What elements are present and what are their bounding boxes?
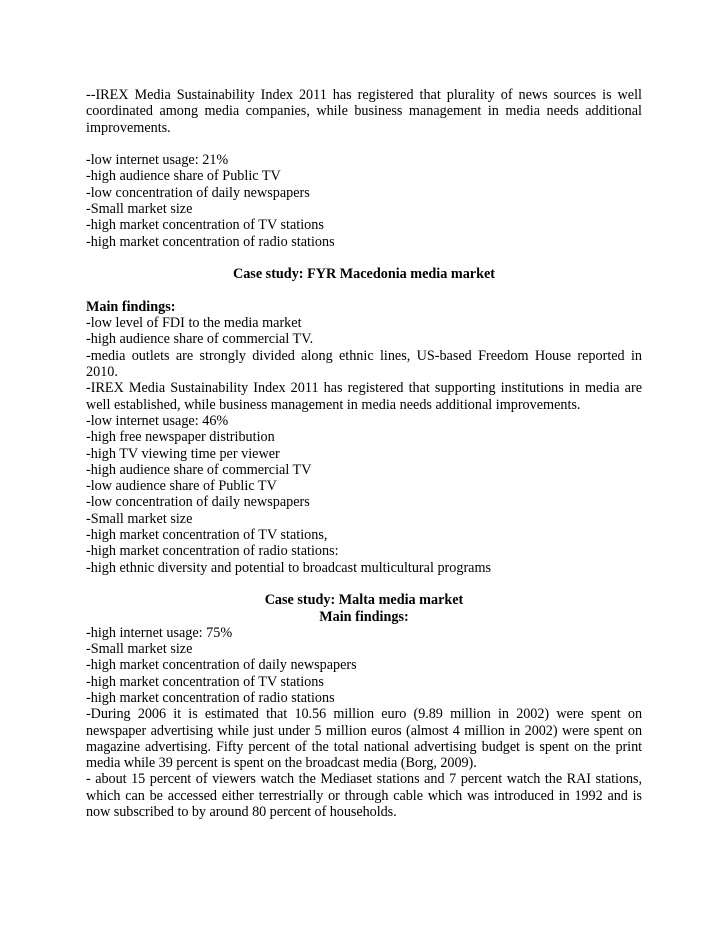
irex-macedonia-paragraph: -IREX Media Sustainability Index 2011 has registered that supporting institutions in media are well established, while business management in media needs additional improvements. <box>86 380 642 413</box>
list-item: -Small market size <box>86 510 193 527</box>
list-item: -high ethnic diversity and potential to broadcast multicultural programs <box>86 559 492 576</box>
list-item: -Small market size <box>86 641 193 658</box>
list-item: -low concentration of daily newspapers <box>86 494 310 511</box>
spacer <box>86 136 642 152</box>
list-item: -high market concentration of TV stations <box>86 673 324 690</box>
list-item: -low audience share of Public TV <box>86 478 277 495</box>
list-item: -high audience share of Public TV <box>86 168 281 185</box>
list-item: -high market concentration of TV stations <box>86 217 324 234</box>
malta-heading: Case study: Malta media market <box>264 592 464 609</box>
spacer <box>86 576 642 592</box>
spacer <box>86 283 642 299</box>
list-item: -low concentration of daily newspapers <box>86 184 310 201</box>
list-item: -high audience share of commercial TV. <box>86 331 314 348</box>
spacer <box>86 250 642 266</box>
list-item: -high market concentration of daily newspapers <box>86 657 357 674</box>
list-item: -high TV viewing time per viewer <box>86 445 280 462</box>
irex-paragraph: --IREX Media Sustainability Index 2011 has registered that plurality of news sources is well coordinated among media companies, while business management in media needs additional improvements. <box>86 87 642 136</box>
list-item: -low internet usage: 46% <box>86 412 229 429</box>
main-findings-label: Main findings: <box>319 608 409 625</box>
list-item: -high market concentration of TV stations, <box>86 527 328 544</box>
list-item: -high market concentration of radio stations <box>86 233 335 250</box>
list-item: -high free newspaper distribution <box>86 429 275 446</box>
macedonia-heading: Case study: FYR Macedonia media market <box>232 266 496 283</box>
advertising-paragraph: -During 2006 it is estimated that 10.56 million euro (9.89 million in 2002) were spent on newspaper advertising while just under 5 million euros (almost 4 million in 2002) were spent on magazine advertising. Fifty percent of the total national advertising budget is spent on the print media while 39 percent is spent on the broadcast media (Borg, 2009). <box>86 706 642 772</box>
list-item: -high internet usage: 75% <box>86 624 233 641</box>
list-item: -Small market size <box>86 201 193 218</box>
viewers-paragraph: - about 15 percent of viewers watch the Mediaset stations and 7 percent watch the RAI stations, which can be accessed either terrestrially or through cable which was introduced in 1992 and is now subscribed to by around 80 percent of households. <box>86 771 642 821</box>
list-item: -low level of FDI to the media market <box>86 315 302 332</box>
list-item: -high audience share of commercial TV <box>86 461 312 478</box>
document-page <box>86 87 642 820</box>
freedom-house-paragraph: -media outlets are strongly divided along ethnic lines, US-based Freedom House reported in 2010. <box>86 347 642 381</box>
list-item: -high market concentration of radio stations <box>86 689 335 706</box>
list-item: -low internet usage: 21% <box>86 152 229 169</box>
list-item: -high market concentration of radio stations: <box>86 543 339 560</box>
main-findings-label: Main findings: <box>86 298 176 315</box>
